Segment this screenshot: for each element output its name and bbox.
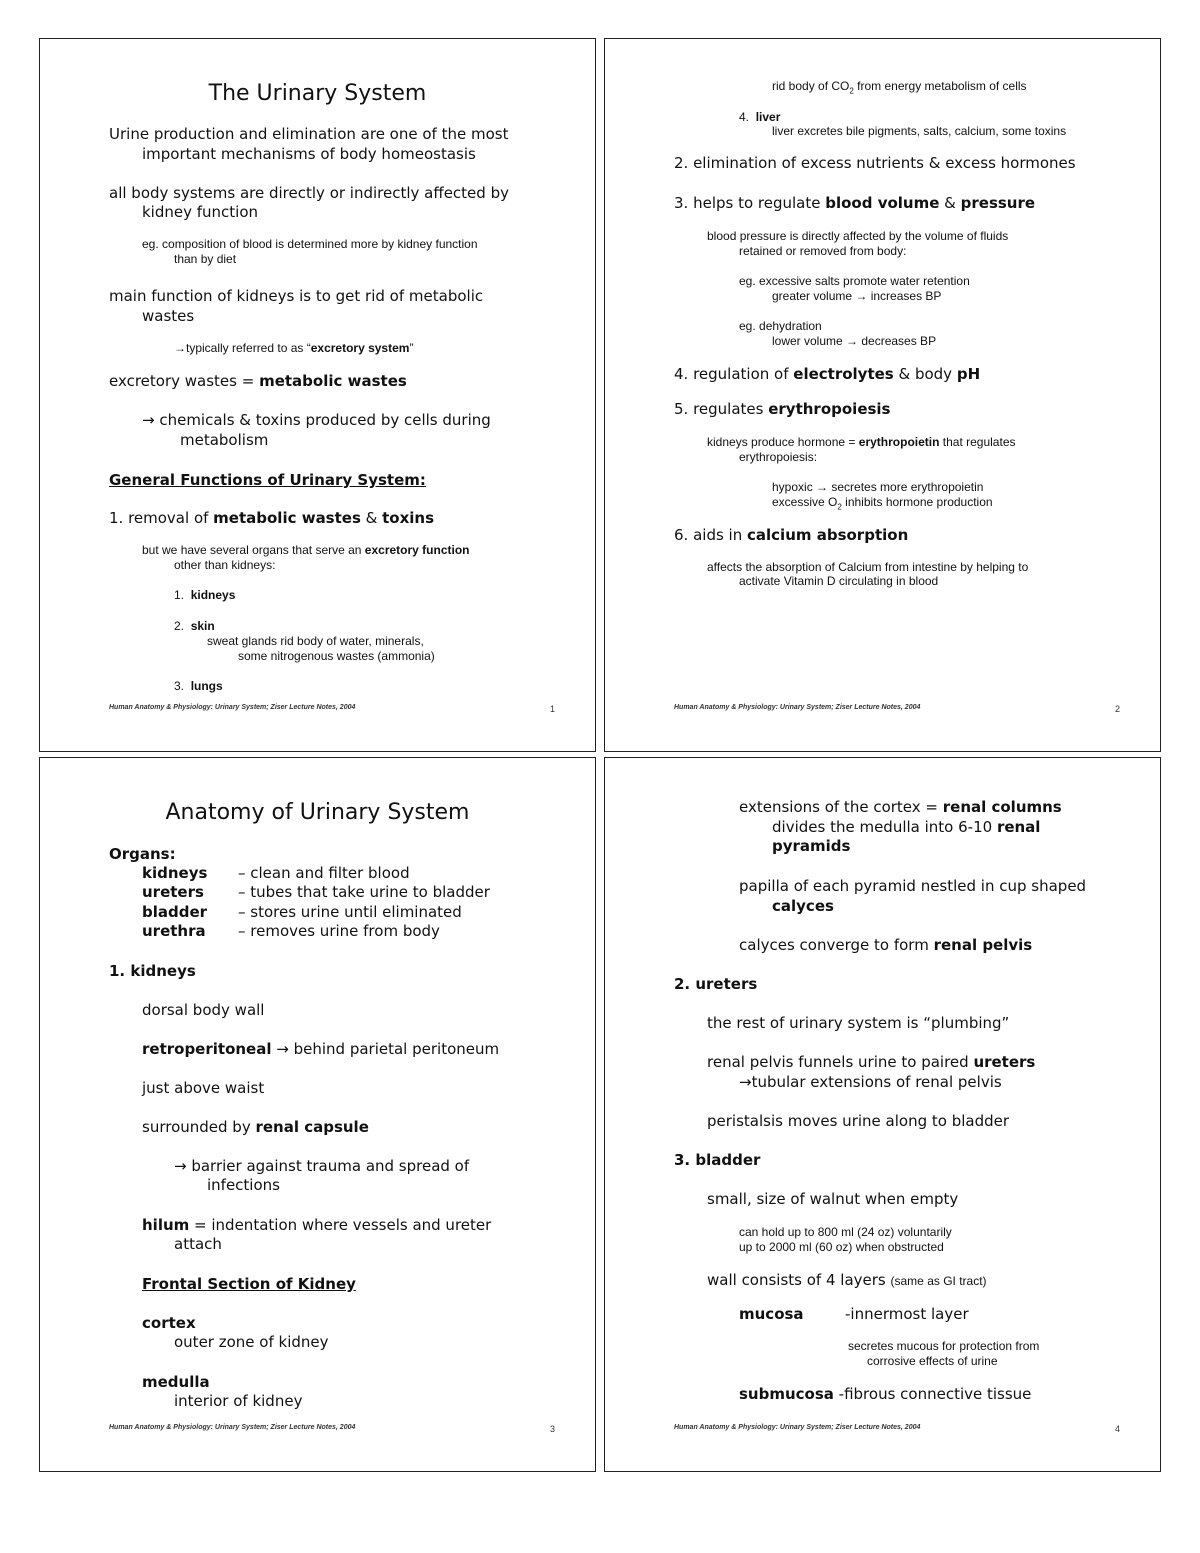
intro-text-cont: important mechanisms of body homeostasis [142, 145, 476, 163]
slide-page-4 [604, 757, 1161, 1472]
organs-note-cont: other than kidneys: [174, 558, 276, 572]
excessive-o2-text: excessive $O_2$ inhibits hormone production [772, 495, 993, 512]
organ-row-urethra: urethra – removes urine from body [142, 922, 440, 940]
organ-liver: 4. liver [739, 110, 781, 124]
barrier-text: → barrier against trauma and spread of [174, 1157, 470, 1175]
slide-page-1 [39, 38, 596, 752]
general-functions-heading: General Functions of Urinary System: [109, 471, 426, 489]
kidneys-heading: 1. kidneys [109, 962, 196, 980]
medulla-desc: interior of kidney [174, 1392, 303, 1410]
lungs-desc: rid body of $CO_2$ from energy metabolism of cells [772, 79, 1027, 96]
renal-columns-text: extensions of the cortex = renal columns [739, 798, 1062, 816]
papilla-text: papilla of each pyramid nestled in cup shaped [739, 877, 1087, 895]
frontal-section-heading: Frontal Section of Kidney [142, 1275, 356, 1293]
skin-desc-cont: some nitrogenous wastes (ammonia) [238, 649, 435, 663]
main-function-text: main function of kidneys is to get rid of metabolic [109, 287, 484, 305]
intro-text: Urine production and elimination are one of the most [109, 125, 509, 143]
bp-text-cont: retained or removed from body: [739, 244, 907, 258]
secretes-text: secretes mucous for protection from [848, 1339, 1040, 1353]
pyramids-text-cont: pyramids [772, 837, 851, 855]
systems-text: all body systems are directly or indirectly affected by [109, 184, 509, 202]
organ-kidneys: 1. kidneys [174, 588, 236, 602]
calcium-text: affects the absorption of Calcium from intestine by helping to [707, 560, 1029, 574]
chemicals-text: → chemicals & toxins produced by cells during [142, 411, 491, 429]
walnut-text: small, size of walnut when empty [707, 1190, 959, 1208]
erythropoietin-text: kidneys produce hormone = erythropoietin that regulates [707, 435, 1016, 449]
page-footer: Human Anatomy & Physiology: Urinary System; Ziser Lecture Notes, 2004 [109, 704, 356, 711]
dehydration-example-cont: lower volume → decreases BP [772, 334, 937, 348]
erythropoietin-text-cont: erythropoiesis: [739, 450, 818, 464]
systems-text-cont: kidney function [142, 203, 259, 221]
liver-desc: liver excretes bile pigments, salts, calcium, some toxins [772, 124, 1067, 138]
ureters-heading: 2. ureters [674, 975, 758, 993]
bladder-heading: 3. bladder [674, 1151, 761, 1169]
mucosa-desc: -innermost layer [845, 1305, 969, 1323]
page-footer: Human Anatomy & Physiology: Urinary System; Ziser Lecture Notes, 2004 [674, 1424, 921, 1431]
salt-example-cont: greater volume → increases BP [772, 289, 942, 303]
capacity-text-cont: up to 2000 ml (60 oz) when obstructed [739, 1240, 944, 1254]
organ-skin: 2. skin [174, 619, 215, 633]
page-title: The Urinary System [208, 81, 427, 106]
excretory-note: →typically referred to as “excretory system” [174, 341, 414, 355]
chemicals-text-cont: metabolism [180, 431, 269, 449]
page-number: 1 [550, 704, 556, 714]
hilum-text: hilum = indentation where vessels and ureter [142, 1216, 492, 1234]
hypoxic-text: hypoxic → secretes more erythropoietin [772, 480, 984, 494]
waist-text: just above waist [142, 1079, 265, 1097]
barrier-text-cont: infections [207, 1176, 280, 1194]
page-number: 2 [1115, 704, 1121, 714]
function-6: 6. aids in calcium absorption [674, 526, 909, 544]
page-title: Anatomy of Urinary System [165, 800, 470, 825]
tubular-text: →tubular extensions of renal pelvis [739, 1073, 1002, 1091]
capacity-text: can hold up to 800 ml (24 oz) voluntarily [739, 1225, 952, 1239]
excretory-wastes-text: excretory wastes = metabolic wastes [109, 372, 407, 390]
funnel-text: renal pelvis funnels urine to paired ureters [707, 1053, 1036, 1071]
bp-text: blood pressure is directly affected by the volume of fluids [707, 229, 1009, 243]
example-text-cont: than by diet [174, 252, 237, 266]
function-3: 3. helps to regulate blood volume & pressure [674, 194, 1036, 212]
salt-example: eg. excessive salts promote water retention [739, 274, 970, 288]
function-2: 2. elimination of excess nutrients & excess hormones [674, 154, 1076, 172]
function-4: 4. regulation of electrolytes & body pH [674, 365, 981, 383]
hilum-text-cont: attach [174, 1235, 222, 1253]
peristalsis-text: peristalsis moves urine along to bladder [707, 1112, 1010, 1130]
mucosa-term: mucosa [739, 1305, 804, 1323]
example-text: eg. composition of blood is determined more by kidney function [142, 237, 478, 251]
organ-row-kidneys: kidneys – clean and filter blood [142, 864, 410, 882]
skin-desc: sweat glands rid body of water, minerals, [207, 634, 424, 648]
pyramids-text: divides the medulla into 6-10 renal [772, 818, 1041, 836]
organs-note: but we have several organs that serve an excretory function [142, 543, 470, 557]
calyces-text: calyces converge to form renal pelvis [739, 936, 1033, 954]
medulla-term: medulla [142, 1373, 210, 1391]
cortex-term: cortex [142, 1314, 196, 1332]
retroperitoneal-text: retroperitoneal → behind parietal peritoneum [142, 1040, 500, 1058]
organs-heading: Organs: [109, 845, 176, 863]
dehydration-example: eg. dehydration [739, 319, 822, 333]
page-footer: Human Anatomy & Physiology: Urinary System; Ziser Lecture Notes, 2004 [109, 1424, 356, 1431]
cortex-desc: outer zone of kidney [174, 1333, 329, 1351]
organ-row-bladder: bladder – stores urine until eliminated [142, 903, 462, 921]
calcium-text-cont: activate Vitamin D circulating in blood [739, 574, 939, 588]
wall-layers-text: wall consists of 4 layers (same as GI tract) [707, 1271, 987, 1289]
slide-page-2 [604, 38, 1161, 752]
page-footer: Human Anatomy & Physiology: Urinary System; Ziser Lecture Notes, 2004 [674, 704, 921, 711]
function-5: 5. regulates erythropoiesis [674, 400, 891, 418]
page-number: 3 [550, 1424, 556, 1434]
organ-row-ureters: ureters – tubes that take urine to bladder [142, 883, 490, 901]
plumbing-text: the rest of urinary system is “plumbing” [707, 1014, 1010, 1032]
submucosa-text: submucosa -fibrous connective tissue [739, 1385, 1032, 1403]
main-function-text-cont: wastes [142, 307, 195, 325]
secretes-text-cont: corrosive effects of urine [867, 1354, 998, 1368]
function-1: 1. removal of metabolic wastes & toxins [109, 509, 435, 527]
organ-lungs: 3. lungs [174, 679, 223, 693]
slide-page-3 [39, 757, 596, 1472]
capsule-text: surrounded by renal capsule [142, 1118, 369, 1136]
calyces-term: calyces [772, 897, 834, 915]
page-number: 4 [1115, 1424, 1121, 1434]
dorsal-text: dorsal body wall [142, 1001, 265, 1019]
